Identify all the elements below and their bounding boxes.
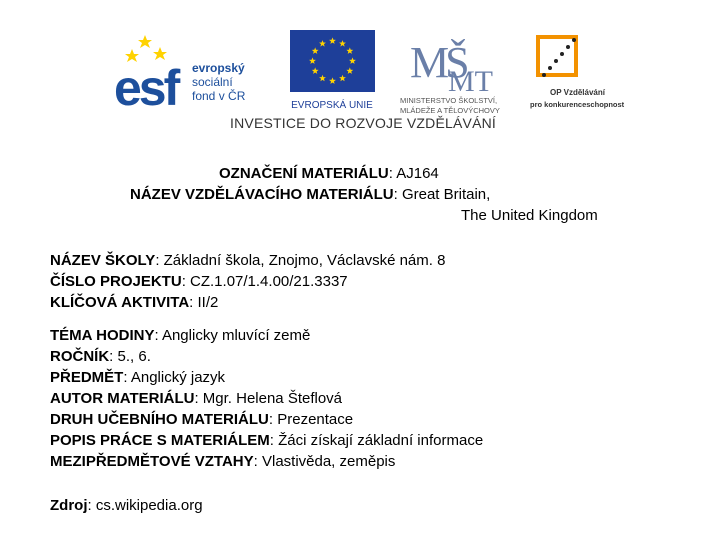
op-line2: pro konkurenceschopnost <box>530 100 625 109</box>
msmt-mark: MŠ <box>410 38 466 87</box>
msmt-logo <box>400 27 520 117</box>
zdroj-label: Zdroj <box>50 497 88 514</box>
op-line1: OP Vzdělávání <box>550 88 605 97</box>
rocnik-label: ROČNÍK <box>50 348 110 365</box>
nazev-value: : Great Britain, <box>393 186 491 203</box>
oznaceni-value: : AJ164 <box>388 165 439 182</box>
zdroj-value: : cs.wikipedia.org <box>87 497 203 514</box>
predmet-line <box>50 369 225 387</box>
vztahy-line <box>50 453 395 471</box>
msmt-line2: MLÁDEŽE A TĚLOVÝCHOVY <box>400 106 500 115</box>
logo-banner <box>110 15 625 135</box>
op-symbol-icon <box>538 37 576 77</box>
eu-label: EVROPSKÁ UNIE <box>291 100 373 111</box>
popis-label: POPIS PRÁCE S MATERIÁLEM <box>50 432 270 449</box>
esf-line1: evropský <box>192 61 245 75</box>
esf-line3: fond v ČR <box>192 89 246 103</box>
esf-logo <box>110 27 260 122</box>
autor-label: AUTOR MATERIÁLU <box>50 390 195 407</box>
tema-value: : Anglicky mluvící země <box>154 327 311 344</box>
eu-flag-logo <box>280 25 385 115</box>
nazev-value2: The United Kingdom <box>461 207 598 224</box>
zdroj-line <box>50 497 203 515</box>
oznaceni-label: OZNAČENÍ MATERIÁLU <box>219 165 389 182</box>
msmt-mark2: MT <box>448 65 493 98</box>
nazev-label: NÁZEV VZDĚLÁVACÍHO MATERIÁLU <box>130 186 394 203</box>
oznaceni-line <box>219 165 439 183</box>
vztahy-label: MEZIPŘEDMĚTOVÉ VZTAHY <box>50 453 254 470</box>
msmt-line1: MINISTERSTVO ŠKOLSTVÍ, <box>400 96 498 105</box>
popis-value: : Žáci získají základní informace <box>269 432 484 449</box>
druh-value: : Prezentace <box>268 411 354 428</box>
aktivita-label: KLÍČOVÁ AKTIVITA <box>50 294 190 311</box>
nazev-line2 <box>461 207 598 225</box>
nazev-line <box>130 186 490 204</box>
druh-line <box>50 411 353 429</box>
aktivita-line <box>50 294 218 312</box>
druh-label: DRUH UČEBNÍHO MATERIÁLU <box>50 411 269 428</box>
popis-line <box>50 432 483 450</box>
vztahy-value: : Vlastivěda, zeměpis <box>253 453 396 470</box>
aktivita-value: : II/2 <box>189 294 219 311</box>
autor-value: : Mgr. Helena Šteflová <box>194 390 343 407</box>
investice-caption: INVESTICE DO ROZVOJE VZDĚLÁVÁNÍ <box>230 115 497 131</box>
autor-line <box>50 390 342 408</box>
esf-mark: esf <box>114 60 178 116</box>
projekt-label: ČÍSLO PROJEKTU <box>50 273 182 290</box>
op-logo <box>530 27 625 117</box>
rocnik-line <box>50 348 151 366</box>
predmet-label: PŘEDMĚT <box>50 369 124 386</box>
projekt-value: : CZ.1.07/1.4.00/21.3337 <box>181 273 348 290</box>
projekt-line <box>50 273 348 291</box>
skola-value: : Základní škola, Znojmo, Václavské nám. 8 <box>155 252 446 269</box>
rocnik-value: : 5., 6. <box>109 348 151 365</box>
esf-line2: sociální <box>192 75 233 89</box>
skola-line <box>50 252 445 270</box>
skola-label: NÁZEV ŠKOLY <box>50 252 156 269</box>
predmet-value: : Anglický jazyk <box>123 369 226 386</box>
tema-label: TÉMA HODINY <box>50 327 155 344</box>
esf-stars-icon <box>125 35 167 62</box>
tema-line <box>50 327 310 345</box>
